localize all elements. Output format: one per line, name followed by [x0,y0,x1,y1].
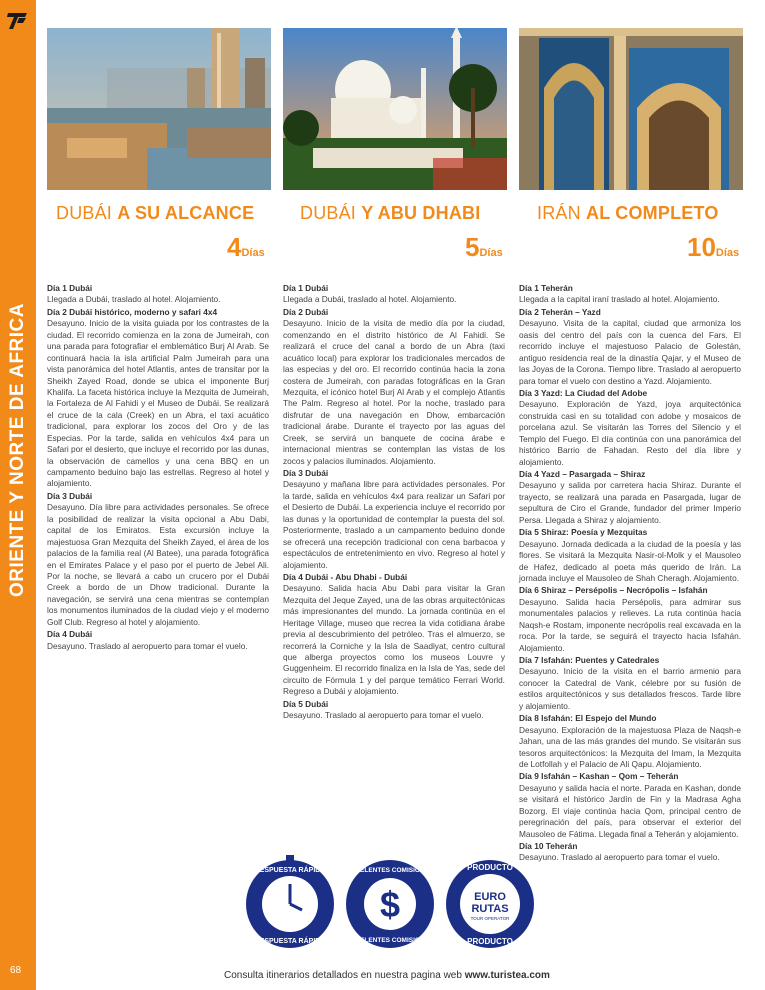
day-description: Desayuno. Día libre para actividades personales. Se ofrece la posibilidad de realizar la visita opcional a Abu Dabi, capital de los Emiratos. Esta excursión incluye la majestuosa Gran Mezquita del Sheikh Zayed, el área de los palacios de la familia real (Al Batee), una parada fotográfica en el Emirates Palace y el paso por el puerto de Jebel Ali. Por la noche, se llevará a cabo un crucero por el Dubái Creek a bordo de un Dhow tradicional. Durante la navegación, se servirá una cena mientras se contemplan los monumentos iluminados de la ciudad viejo y el moderno Golf Club. Regreso al hotel y alojamiento. [47,502,269,627]
day-heading: Día 3 Yazd: La Ciudad del Adobe [519,387,648,398]
day-description: Desayuno. Inicio de la visita de medio día por la ciudad, comenzando en el distrito histórico de Al Fahidi. Se realizará el cruce del canal a bordo de un Abra (taxi acuático local) para explorar los tradicionales mercados de las especias y del oro. El recorrido continúa hacia la zona costera de Jumeirah, con paradas fotográficas en la Gran Mezquita, el icónico hotel Burj Al Arab y el complejo Atlantis The Palm. Regreso al hotel. Por la noche, traslado para disfrutar de una navegación en Dhow, embarcación tradicional árabe. Durante el trayecto por las aguas del Creek, se servirá un banquete de cocina árabe e internacional mientras se contemplan las vistas de los zocos y palacios iluminados. Alojamiento. [283,318,505,466]
day-description: Desayuno. Jornada dedicada a la ciudad de la poesía y las flores. Se visitará la Mezquita Nasir-ol-Molk y el Mausoleo de Hafez, dedicado al poeta más querido de Irán. La jornada incluye el Mausoleo de Shah Cheragh. Alojamiento. [519,538,741,583]
footer [224,970,550,981]
day-description: Desayuno. Salida hacia Persépolis, para admirar sus monumentales palacios y relieves. La ruta continúa hacia Naqsh-e Rostam, imponente necrópolis real excavada en la roca. Por la tarde, se seguirá el trayecto hacia Isfahán. Alojamiento. [519,596,741,653]
itinerary-column [519,282,741,865]
days-number: 4 [227,232,242,262]
day-description: Desayuno. Exploración de Yazd, joya arquitectónica construida casi en su totalidad con adobe y mosaicos de porcelana azul. Se visitarán las Torres del Silencio y el Templo del Fuego. El día continúa con una panorámica del histórico Barrio de Fahadan. Resto del día libre y alojamiento. [519,399,741,467]
day-description: Llegada a la capital iraní traslado al hotel. Alojamiento. [519,294,720,305]
itinerary-column [283,282,505,723]
day-heading: Día 2 Dubái [283,306,329,317]
day-description: Desayuno. Salida hacia Abu Dabi para visitar la Gran Mezquita del Jeque Zayed, una de las obras arquitectónicas más impresionantes del mundo. La jornada continúa en el Heritage Village, museo que recrea la vida cotidiana árabe previa al descubrimiento del petróleo. Tras el almuerzo, se recorrerá la Corniche y la Isla de Saadiyat, centro cultural que alberga proyectos como los museos Louvre y Guggenheim. El recorrido finaliza en la Isla de Yas, sede del circuito de Fórmula 1 y del parque temático Ferrari World. Regreso a Dubái y alojamiento. [283,583,505,697]
days-label: Días [241,247,265,259]
day-description: Desayuno. Visita de la capital, ciudad que armoniza los oasis del centro del país con la cuenca del Fars. El recorrido incluye el majestuoso Palacio de Golestán, antiguo residencia real de la dinastía Qajar, y el Museo de las Joyas de la Corona. Tiempo libre. Traslado al aeropuerto para tomar el vuelo con destino a Yazd. Alojamiento. [519,318,741,386]
day-description: Llegada a Dubái, traslado al hotel. Alojamiento. [283,294,457,305]
excelentes-comisiones-badge [340,852,440,952]
title-light: DUBÁI [300,203,357,223]
day-heading: Día 2 Dubái histórico, moderno y safari 4x4 [47,306,218,317]
title-light: DUBÁI [56,203,113,223]
badge-text-bottom: RESPUESTA RÁPIDA [254,938,326,945]
days-number: 10 [687,232,716,262]
badge-text-top: RESPUESTA RÁPIDA [254,867,326,874]
grand-mosque-photo [283,28,507,190]
day-description: Desayuno. Exploración de la majestuosa Plaza de Naqsh-e Jahan, una de las más grandes del mundo. Se visitarán sus tesoros arquitectónicos: la Mezquita del Imam, la Mezquita de Lotfollah y el Palacio de Ali Qapu. Alojamiento. [519,724,741,769]
day-heading: Día 5 Shiraz: Poesía y Mezquitas [519,527,648,538]
title-bold: AL COMPLETO [586,203,719,223]
days-label: Días [715,247,740,259]
badge-text-top: EXCELENTES COMISIONES [346,867,434,874]
sidebar [0,0,36,990]
footer-text: Consulta itinerarios detallados en nuestra pagina web [224,970,462,981]
title-light: IRÁN [537,203,581,223]
brand-line1: EURO [474,891,506,903]
day-description: Desayuno y salida hacia el norte. Parada en Kashan, donde se visitará el histórico Jardín de Fin y la Madrasa Agha Bozorg. El viaje continúa hacia Qom, principal centro de peregrinación del país, para observar el exterior del Mausoleo de Fátima. Llegada final a Teherán y alojamiento. [519,782,741,839]
day-heading: Día 4 Dubái - Abu Dhabi - Dubái [283,571,408,582]
day-description: Desayuno. Traslado al aeropuerto para tomar el vuelo. [519,852,720,863]
brand-line2: RUTAS [471,903,509,915]
iran-tilework-photo [519,28,743,190]
tour-duration [465,232,503,263]
tour-title-dubai-y-abu-dhabi [300,203,480,224]
day-heading: Día 1 Dubái [283,283,329,293]
day-description: Llegada a Dubái, traslado al hotel. Alojamiento. [47,294,221,305]
itinerary-column [47,282,269,653]
day-heading: Día 3 Dubái [47,490,93,501]
badge-text-top: PRODUCTO [467,863,513,872]
day-description: Desayuno. Inicio de la visita guiada por los contrastes de la ciudad. El recorrido comienza en la zona de Jumeirah, con una parada para fotografiar el emblemático Burj Al Arab. Se continuará hacia la isla artificial Palm Jumeirah para una vista panorámica del hotel Atlantis, antes de transitar por la Sheikh Zayed Road, donde se ubica el imponente Burj Khalifa. La faceta histórica incluye la Mezquita de Jumeirah, la Fortaleza de Al Fahidi y el Museo de Dubái. Se realizará el cruce de la cala (Creek) en un Abra, el taxi acuático tradicional, para explorar los zocos del Oro y de las Especias. Por la tarde, salida en vehículos 4x4 para un Safari por el desierto, que incluye el recorrido por las dunas, la observación de camellos y una cena BBQ en un campamento beduino bajo las estrellas. Regreso al hotel y alojamiento. [47,318,269,489]
day-heading: Día 10 Teherán [519,841,578,851]
day-heading: Día 8 Isfahán: El Espejo del Mundo [519,713,657,724]
day-description: Desayuno. Traslado al aeropuerto para tomar el vuelo. [47,640,248,651]
respuesta-rapida-badge [240,852,340,952]
day-heading: Día 1 Teherán [519,283,573,293]
day-description: Desayuno y mañana libre para actividades personales. Por la tarde, salida en vehículos 4x4 para realizar un Safari por el Desierto de Dubái. La experiencia incluye el recorrido por las dunas y la oportunidad de contemplar la puesta del sol. Posteriormente, traslado a un campamento beduino donde se ofrecerá una recepción tradicional con cena barbacoa y espectáculos de entretenimiento en vivo. Regreso al hotel y alojamiento. [283,479,505,570]
tour-title-dubai-a-su-alcance [56,203,254,224]
svg-text:$: $ [379,884,401,925]
footer-url[interactable]: www.turistea.com [464,970,550,981]
day-heading: Día 7 Isfahán: Puentes y Catedrales [519,655,660,665]
day-heading: Día 9 Isfahán – Kashan – Qom – Teherán [519,771,679,782]
tour-duration [687,232,739,263]
day-description: Desayuno y salida por carretera hacia Shiraz. Durante el trayecto, se realizará una parada en Pasargada, lugar de sepultura de Ciro el Grande, fundador del primer Imperio Persa. Llegada a Shiraz y alojamiento. [519,480,741,525]
badge-text-bottom: PRODUCTO [467,937,513,946]
days-label: Días [479,247,503,259]
day-heading: Día 1 Dubái [47,283,93,293]
day-heading: Día 2 Teherán – Yazd [519,306,601,317]
badges [230,852,540,962]
day-description: Desayuno. Inicio de la visita en el barrio armenio para conocer la Catedral de Vank, célebre por su fusión de estilos arquitectónicos y sus detallados frescos. Tarde libre y alojamiento. [519,666,741,711]
badge-text-bottom: EXCELENTES COMISIONES [346,937,434,944]
title-bold: A SU ALCANCE [117,203,255,223]
title-bold: Y ABU DHABI [361,203,481,223]
tour-title-iran-al-completo [537,203,719,224]
page-number: 68 [10,965,22,976]
days-number: 5 [465,232,480,262]
day-description: Desayuno. Traslado al aeropuerto para tomar el vuelo. [283,710,484,721]
day-heading: Día 3 Dubái [283,468,329,478]
section-title: ORIENTE Y NORTE DE AFRICA [7,302,28,598]
brand-arrow-icon [6,8,30,32]
day-heading: Día 5 Dubái [283,698,329,709]
producto-euro-rutas-badge [440,852,540,952]
tour-duration [227,232,265,263]
day-heading: Día 4 Yazd – Pasargada – Shiraz [519,469,646,479]
day-heading: Día 4 Dubái [47,629,93,640]
brand-sub: TOUR OPERATOR [470,916,510,921]
day-heading: Día 6 Shiraz – Persépolis – Necrópolis – Isfahán [519,585,708,596]
dubai-skyline-photo [47,28,271,190]
